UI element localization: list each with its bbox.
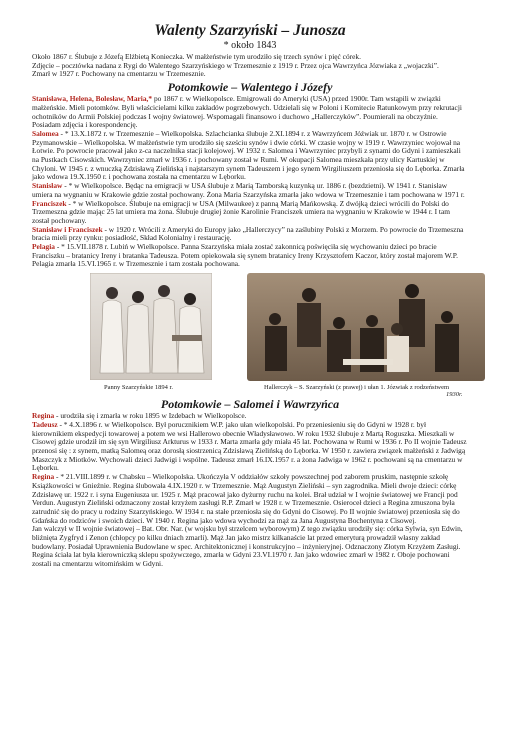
descendant-entry [32, 182, 468, 199]
photo-caption-left: Panny Szarzyńskie 1894 r. [104, 384, 173, 392]
photo-hallerczyk-family [247, 273, 485, 381]
entry-name: Regina [32, 411, 55, 421]
intro-paragraph: Około 1867 r. Ślubuje z Józefą Elżbietą Konieczka. W małżeństwie tym urodziło się trzech synów i pięć córek. [32, 52, 361, 61]
page-subtitle: * około 1843 [223, 40, 277, 51]
page-title: Walenty Szarzyński – Junosza [154, 22, 346, 39]
entry-name: Stanisław [32, 181, 63, 191]
entry-name: Tadeusz [32, 419, 58, 429]
entry-name: Franciszek [32, 198, 67, 208]
descendant-entry [32, 525, 468, 569]
descendant-entry [32, 200, 468, 226]
photo-caption-right: Hallerczyk – S. Szarzyński (z prawej) i ułan 1. Józwiak z rodzeństwem [264, 384, 450, 392]
entry-name: Stanisława, Helena, Bolesław, Maria,* [32, 94, 153, 104]
descendant-entry [32, 95, 468, 130]
entry-name: Salomea [32, 128, 59, 138]
intro-paragraph: Zmarł w 1927 r. Pochowany na cmentarzu w Trzemesznie. [32, 69, 206, 79]
descendant-entry [32, 421, 468, 473]
entry-text: - * w Wielkopolsce. Będąc na emigracji w USA ślubuje z Marią Tamborską kuzynką ur. 1886 r. (bezdzietni). W 1941 r. Stanisław umiera na wygnaniu w Krakowie gdzie został pochowany. Żona Maria Szarzyńska zmarła jako wdowa w Trzemesznie i tam pochowana w 1971 r. [32, 181, 465, 199]
section-salomea-descendants [32, 412, 468, 569]
descendant-entry [32, 226, 468, 243]
entry-text: - urodziła się i zmarła w roku 1895 w Izdebach w Wielkopolsce. [54, 411, 247, 421]
entry-name: Stanisław i Franciszek [32, 224, 103, 234]
entry-text: - * w Wielkopolsce. Ślubuje na emigracji w USA (Milwaukee) z panną Marią Mańkowską. Z dwójką dzieci wrócili do Polski do Trzemeszna gdzie mając 25 lat umiera ma żona. Ślubuje drugiej żonie Karolinie Franciszek umiera na wygnaniu w Krakowie w 1944 r. I tam został pochowany. [32, 198, 450, 225]
section-title-salomea: Potomkowie – Salomei i Wawrzyńca [160, 397, 340, 412]
photo-caption-year: 1930r. [446, 391, 463, 399]
entry-name: Pelagia [32, 242, 55, 252]
intro-paragraph: Zdjęcie – pocztówka nadana z Rygi do Walentego Szarzyńskiego w Trzemesznie z 1919 r. Przez ojca Wawrzyńca Józwiaka z „wojaczki”. [32, 60, 439, 70]
entry-text: po 1867 r. w Wielkopolsce. Emigrowali do Ameryki (USA) przed 1900r. Tam wstąpili w związki małżeńskie. Mieli potomków. Byli właścicielami kilku zakładów pogrzebowych. Udzielali się w Poloni i Komitecie Ratunkowym przy rekrutacji ochotników do Armii Polskiej podczas I wojny światowej. Wspomagali finansowo i duchowo „Hallerczyków”. Poumierali na obczyźnie. Posiadam zdjęcia i korespondencję. [32, 94, 462, 130]
entry-text: - * 13.X.1872 r. w Trzemesznie – Wielkopolska. Szlachcianka ślubuje 2.XI.1894 r. z Wawrzyńcem Jóźwiak ur. 1870 r. w Ostrowie Pzymanowskie – Wielkopolska. W małżeństwie tym urodziło się sześciu synów i dwie córki. W czasie wojny w 1919 r. Wawrzyniec wojował na Łotwie. Po powrocie pracował jako z-ca naczelnika stacji kolejowej. W 1932 r. Salomea i Wawrzyniec przybyli z synami do Gdyni i zamieszkali na Pustkach Cisowskich. Wawrzyniec zmarł w 1936 r. i pochowany został w Rumi. W okupacji Salomea mieszkała przy ulicy Kartuskiej w Chyloni. W 1945 r. z wnuczką Zdzisławą Zielińską i najstarszym synem Tadeuszem i jego synem Wirgiliuszem przeniosła się do Lęborka. Zmarła jako wdowa 19.X.1950 r. i pochowana została na cmentarzu w Lęborku. [32, 128, 465, 182]
photo-szarzynska-sisters [90, 273, 212, 380]
photo-row [32, 273, 468, 399]
section-title-walenty: Potomkowie – Walentego i Józefy [167, 80, 333, 95]
entry-text: - * 21.VIII.1899 r. w Chabsku – Wielkopolska. Ukończyła V oddziałów szkoły powszechnej pod zaborem pruskim, następnie szkołę Książkowości w Gnieźnie. Regina ślubowała 4.IX.1920 r. w Trzemesznie. Mąż Augustyn Zieliński – syn zagrodnika. Mieli dwoje dzieci: córkę Zdzisławę ur. 1922 r. i syna Eugeniusza ur. 1925 r. Mąż pracował jako dyżurny ruchu na kolei. Brał udział w I wojnie światowej we Francji pod Verdun. Augustyn Zieliński odznaczony został krzyżem zasługi R.P. Zmarł w 1928 r. w Trzemesznie. Osieroceł dzieci a Regina zmuszona była zatrudnić się do pracy u rodziny Szarzyńskiego. W 1934 r. na stałe przeniosła się do Gdyni do Cisowej. Po II wojnie światowej przeniosła się do Gdańska do rodziców i swoich dzieci. W 1940 r. Regina jako wdowa wychodzi za mąż za Jana Augustyna Bochentyna z Cisowej. [32, 472, 460, 525]
descendant-entry [32, 473, 468, 525]
descendant-entry [32, 243, 468, 269]
entry-text: - w 1920 r. Wrócili z Ameryki do Europy jako „Hallerczycy” na zaślubiny Polski z Morzem. Po powrocie do Trzemeszna bracia mieli przy rynku: posiadłość, Skład Kolonialny i restaurację. [32, 224, 464, 243]
entry-name: Regina [32, 472, 55, 482]
section-walenty-descendants [32, 95, 468, 269]
entry-text: Jan walczył w II wojnie światowej – Bat. Obr. Nar. (w wojsku był strzelcem wyborowym) Z tego związku urodziły się: córka Sylwia, syn Edwin, bliźnięta Zygfryd i Zenon (chłopcy po kilku dniach zmarli). Mąż Jan jako mistrz kilkanaście lat przed emeryturą prowadził własny zakład budowlany. Posiadał Uprawnienia Budowlane w spec. Architektonicznej i konstrukcyjno – inżynieryjnej. Odznaczony Złotym Krzyżem Zasługi. Regina ściała lat była kierowniczką sklepu spożywczego, zmarła w Gdyni 23.VI.1970 r. Jan jako wdowiec zmarł w 1982 r. Oboje pochowani zostali na cmentarzu witomińskim w Gdyni. [32, 524, 463, 569]
entry-text: - * 4.X.1896 r. w Wielkopolsce. Był porucznikiem W.P. jako ułan wielkopolski. Po przeniesieniu się do Gdyni w 1928 r. był kierownikiem ekspedycji towarowej a potem we wsi Hallerowo obecnie Władysławowo. W roku 1932 ślubuje z Martą Roguszka. Mieszkali w Cisowej gdzie urodził im się syn Wirgiliusz Arkturus w 1933 r. Marta zmarła gdy miała 45 lat. Pochowana w Rumi w 1936 r. Po II wojnie Tadeusz przenosi się : z synem, matką Salomeą oraz dorosłą siostrzenicą Zdzisławą Zielińską do Lęborka. W 1950 r. zawiera związek małżeński z Jadwigą Maszczyk z Miotków. Wychowali dzieci Jadwigi i wspólne. Tadeusz zmarł 16.IX.1957 r. a żona Jadwiga w 1962 r. pochowani są na cmentarzu w Lęborku. [32, 419, 467, 473]
entry-text: - * 15.VII.1878 r. Lubiń w Wielkopolsce. Panna Szarzyńska miała zostać zakonnicą poświęciła się wychowaniu dzieci po bracie Franciszku – bratanicy Ireny i bratanka Tadeusza. Potem opiekowała się synem bratanicy Ireny Krzysztofem Kaczor, który został majorem W.P. Pelagia zmarła 15.VI.1965 r. w Trzemesznie i tam została pochowana. [32, 242, 458, 269]
intro-section [32, 53, 468, 79]
descendant-entry [32, 130, 468, 182]
